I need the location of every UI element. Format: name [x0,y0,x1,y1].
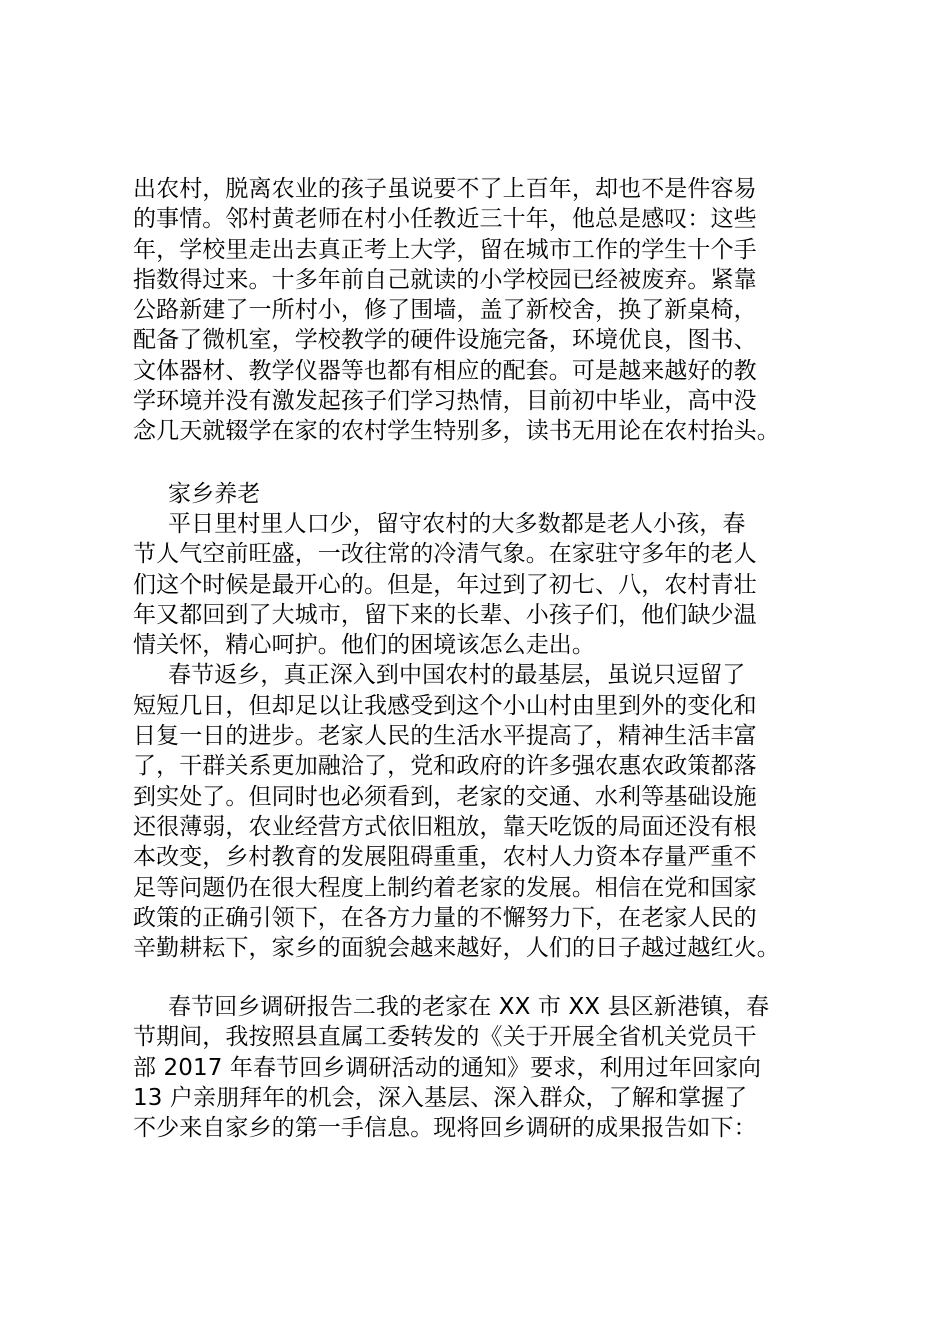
text-line: 短短几日，但却足以让我感受到这个小山村由里到外的变化和 [133,692,757,719]
text-line: 了，干群关系更加融洽了，党和政府的许多强农惠农政策都落 [133,753,757,780]
text-line: 节期间，我按照县直属工委转发的《关于开展全省机关党员干 [133,1024,757,1051]
section-heading-block [133,479,833,509]
text-line: 情关怀，精心呵护。他们的困境该怎么走出。 [133,632,595,659]
text-line: 足等问题仍在很大程度上制约着老家的发展。相信在党和国家 [133,874,757,901]
text-line: 春节返乡，真正深入到中国农村的最基层，虽说只逗留了 [168,662,746,689]
text-line: 配备了微机室，学校教学的硬件设施完备，环境优良，图书、 [133,327,757,354]
text-line: 到实处了。但同时也必须看到，老家的交通、水利等基础设施 [133,783,757,810]
text-line: 出农村，脱离农业的孩子虽说要不了上百年，却也不是件容易 [133,176,757,202]
paragraph-report-intro [133,992,833,1143]
text-line: 念几天就辍学在家的农村学生特别多，读书无用论在农村抬头。 [133,418,780,445]
section-heading: 家乡养老 [168,481,261,507]
text-line: 13 户亲朋拜年的机会，深入基层、深入群众，了解和掌握了 [133,1084,748,1111]
text-line: 不少来自家乡的第一手信息。现将回乡调研的成果报告如下： [133,1115,757,1142]
text-line: 学环境并没有激发起孩子们学习热情，目前初中毕业，高中没 [133,388,757,415]
text-line: 节人气空前旺盛，一改往常的冷清气象。在家驻守多年的老人 [133,541,757,568]
paragraph-rural-education [133,174,833,447]
paragraph-elderly-care [133,509,833,963]
text-line: 本改变，乡村教育的发展阻碍重重，农村人力资本存量严重不 [133,844,757,871]
text-line: 公路新建了一所村小，修了围墙，盖了新校舍，换了新桌椅， [133,297,757,324]
text-line: 政策的正确引领下，在各方力量的不懈努力下，在老家人民的 [133,904,757,931]
text-line: 部 2017 年春节回乡调研活动的通知》要求，利用过年回家向 [133,1054,762,1081]
text-line: 指数得过来。十多年前自己就读的小学校园已经被废弃。紧靠 [133,266,757,293]
text-line: 平日里村里人口少，留守农村的大多数都是老人小孩，春 [168,511,746,537]
text-line: 们这个时候是最开心的。但是，年过到了初七、八，农村青壮 [133,571,757,598]
text-line: 日复一日的进步。老家人民的生活水平提高了，精神生活丰富 [133,723,757,750]
text-line: 年又都回到了大城市，留下来的长辈、小孩子们，他们缺少温 [133,601,757,628]
text-line: 的事情。邻村黄老师在村小任教近三十年，他总是感叹：这些 [133,206,757,233]
text-line: 年，学校里走出去真正考上大学，留在城市工作的学生十个手 [133,236,757,263]
text-line: 文体器材、教学仪器等也都有相应的配套。可是越来越好的教 [133,357,757,384]
text-line: 春节回乡调研报告二我的老家在 XX 市 XX 县区新港镇，春 [168,994,770,1020]
text-line: 辛勤耕耘下，家乡的面貌会越来越好，人们的日子越过越红火。 [133,935,780,962]
text-line: 还很薄弱，农业经营方式依旧粗放，靠天吃饭的局面还没有根 [133,813,757,840]
